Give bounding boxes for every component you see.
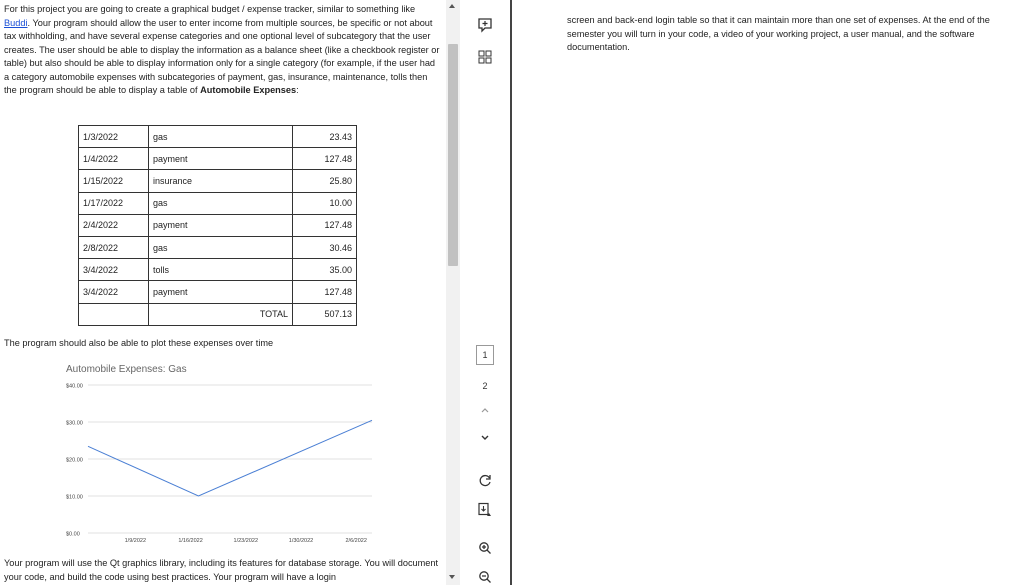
category-cell: payment (149, 214, 293, 236)
table-row (79, 148, 357, 170)
right-page-paragraph: screen and back-end login table so that it can maintain more than one set of expenses. At the end of the semester you will turn in your code, a video of your working project, a user manual, and the software documentation. (567, 15, 990, 52)
date-cell: 3/4/2022 (79, 259, 149, 281)
page-number-current[interactable]: 1 (476, 345, 494, 365)
intro-paragraph (4, 3, 442, 98)
series-line-gas (88, 420, 372, 496)
download-icon[interactable] (475, 500, 495, 520)
x-tick-label: 1/30/2022 (288, 538, 314, 544)
vertical-scrollbar[interactable] (446, 0, 460, 585)
y-tick-label: $40.00 (66, 383, 83, 390)
category-cell: insurance (149, 170, 293, 192)
amount-cell: 23.43 (293, 126, 357, 148)
table-row (79, 214, 357, 236)
category-cell: payment (149, 148, 293, 170)
total-value: 507.13 (293, 303, 357, 325)
total-label: TOTAL (149, 303, 293, 325)
intro-text-1: For this project you are going to create a graphical budget / expense tracker, similar to something like (4, 4, 416, 14)
scrollbar-thumb[interactable] (448, 44, 458, 266)
table-row (79, 281, 357, 303)
amount-cell: 127.48 (293, 148, 357, 170)
table-row (79, 236, 357, 258)
intro-text-end: : (296, 85, 299, 95)
amount-cell: 30.46 (293, 236, 357, 258)
x-tick-label: 1/16/2022 (178, 538, 203, 544)
next-page-icon[interactable] (475, 428, 495, 448)
x-tick-label: 1/23/2022 (233, 538, 259, 544)
date-cell: 2/8/2022 (79, 236, 149, 258)
comment-icon[interactable] (475, 15, 495, 35)
category-cell: gas (149, 236, 293, 258)
gas-expense-chart (60, 360, 390, 545)
amount-cell: 25.80 (293, 170, 357, 192)
scroll-down-arrow-icon[interactable] (449, 575, 455, 579)
y-tick-label: $0.00 (66, 531, 80, 538)
empty-cell (79, 303, 149, 325)
date-cell: 1/17/2022 (79, 192, 149, 214)
plot-intro-text: The program should also be able to plot these expenses over time (4, 338, 274, 348)
amount-cell: 35.00 (293, 259, 357, 281)
date-cell: 3/4/2022 (79, 281, 149, 303)
table-row (79, 259, 357, 281)
grid-view-icon[interactable] (475, 47, 495, 67)
previous-page-icon[interactable] (475, 400, 495, 420)
amount-cell: 127.48 (293, 214, 357, 236)
table-row (79, 126, 357, 148)
date-cell: 2/4/2022 (79, 214, 149, 236)
outro-paragraph: Your program will use the Qt graphics library, including its features for database storage. You will document your code, and build the code using best practices. Your program will have a login (4, 558, 439, 582)
document-page-right (512, 0, 1024, 585)
category-cell: gas (149, 192, 293, 214)
x-tick-label: 1/9/2022 (124, 538, 147, 544)
date-cell: 1/3/2022 (79, 126, 149, 148)
scroll-up-arrow-icon[interactable] (449, 4, 455, 8)
intro-text-2: . Your program should allow the user to enter income from multiple sources, be specific or not about tax withholding, and have several expense categories and one optional level of subcategory that the user creates. The user should be able to display the information as a balance sheet (like a checkbook register or table) but also should be able to display information only for a single category (for example, if the user had a category automobile expenses with subcategories of payment, gas, insurance, maintenance, tolls then the program should be able to display a table of (4, 17, 440, 95)
category-cell: gas (149, 126, 293, 148)
y-tick-label: $30.00 (66, 420, 83, 427)
date-cell: 1/15/2022 (79, 170, 149, 192)
zoom-in-icon[interactable] (475, 538, 495, 558)
date-cell: 1/4/2022 (79, 148, 149, 170)
y-tick-label: $20.00 (66, 457, 83, 464)
total-row (79, 303, 357, 325)
amount-cell: 10.00 (293, 192, 357, 214)
zoom-out-icon[interactable] (475, 567, 495, 585)
rotate-icon[interactable] (475, 470, 495, 490)
document-page-left (0, 0, 446, 585)
table-row (79, 192, 357, 214)
category-cell: payment (149, 281, 293, 303)
page-number-next[interactable]: 2 (482, 381, 488, 391)
side-toolbar (460, 0, 510, 585)
table-row (79, 170, 357, 192)
buddi-link[interactable]: Buddi (4, 17, 28, 28)
category-cell: tolls (149, 259, 293, 281)
intro-bold-text: Automobile Expenses (200, 85, 297, 95)
y-tick-label: $10.00 (66, 494, 83, 501)
chart-title: Automobile Expenses: Gas (66, 364, 187, 375)
expense-table (78, 125, 357, 326)
chart-svg (60, 360, 390, 545)
x-tick-label: 2/6/2022 (345, 538, 367, 544)
amount-cell: 127.48 (293, 281, 357, 303)
